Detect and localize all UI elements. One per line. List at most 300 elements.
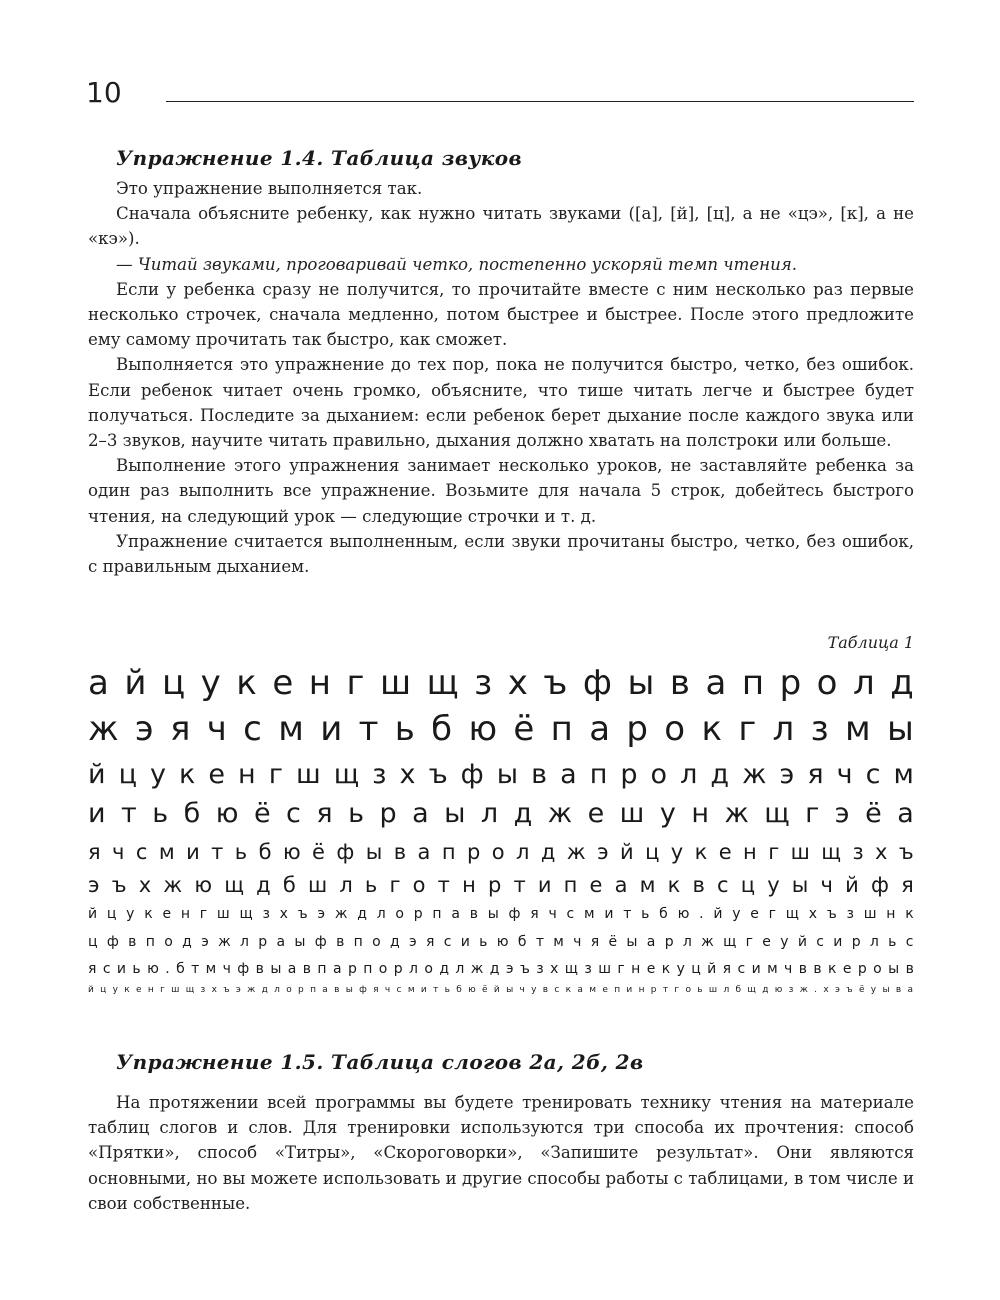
letter: х <box>823 985 829 995</box>
letter: ы <box>627 663 655 703</box>
letter: л <box>869 934 879 950</box>
letter: ь <box>479 934 488 950</box>
paragraph: Упражнение считается выполненным, если звуки прочитаны быстро, четко, без ошибок, с правильным дыханием. <box>88 531 914 577</box>
letter: п <box>363 961 373 977</box>
letter: э <box>779 759 795 790</box>
letter: ч <box>820 873 833 897</box>
letter: о <box>664 709 686 749</box>
letter: д <box>390 934 400 950</box>
letter: и <box>460 934 470 950</box>
letter: с <box>243 709 262 749</box>
letter: в <box>798 961 807 977</box>
letter: в <box>255 961 264 977</box>
letter: ы <box>444 798 466 829</box>
letter: ч <box>548 906 557 922</box>
letter: ц <box>161 663 186 703</box>
letter: ъ <box>519 961 530 977</box>
letter: л <box>515 840 530 864</box>
letter: ж <box>701 934 714 950</box>
letter: а <box>907 985 913 995</box>
letter: ю <box>468 985 476 995</box>
letter: м <box>205 961 217 977</box>
letter: е <box>762 934 771 950</box>
letter: я <box>722 961 732 977</box>
letter: й <box>88 985 94 995</box>
letter: д <box>710 759 730 790</box>
letter: о <box>378 961 388 977</box>
letter: т <box>211 840 224 864</box>
letter: л <box>680 759 698 790</box>
letter: в <box>336 934 345 950</box>
letter: ш <box>216 906 230 922</box>
letter: ь <box>697 985 703 995</box>
letter: м <box>278 709 304 749</box>
letter: а <box>646 934 656 950</box>
letter: о <box>424 961 433 977</box>
letter: д <box>261 985 268 995</box>
letter: к <box>124 985 130 995</box>
letter-row <box>88 761 914 788</box>
letter: о <box>650 759 668 790</box>
letter: в <box>531 759 548 790</box>
letter: щ <box>764 798 790 829</box>
letter: а <box>577 985 583 995</box>
letter: т <box>535 934 544 950</box>
letter: в <box>813 961 822 977</box>
letter-row <box>88 875 914 896</box>
letter: ь <box>888 934 897 950</box>
letter: р <box>779 663 802 703</box>
letter: т <box>513 873 526 897</box>
letter: э <box>134 709 154 749</box>
letter: о <box>164 934 173 950</box>
letter: и <box>186 840 200 864</box>
letter: б <box>431 709 453 749</box>
letter: с <box>396 985 402 995</box>
letter: в <box>393 840 407 864</box>
letter: ъ <box>898 840 914 864</box>
letter: ф <box>460 759 484 790</box>
letter: ф <box>870 873 889 897</box>
letter: ю <box>194 873 213 897</box>
letter-row <box>88 663 914 703</box>
letter: о <box>372 934 381 950</box>
letter: з <box>536 961 544 977</box>
letter: э <box>597 840 609 864</box>
letter: ф <box>336 840 355 864</box>
letter: в <box>542 985 549 995</box>
letter: м <box>407 985 415 995</box>
letter: х <box>138 873 152 897</box>
letter: г <box>199 906 208 922</box>
letter: й <box>797 934 807 950</box>
table-caption: Таблица 1 <box>827 633 914 652</box>
paragraph: Выполняется это упражнение до тех пор, пока не получится быстро, четко, без ошибок. Если ребенок читает очень громко, объясните, что тише читать легче и быстрее будет получаться. Последите за дыханием: если ребенок берет дыхание после каждого звука или 2–3 звуков, научите читать правильно, дыхания должно хватать на полстроки или больше. <box>88 355 914 451</box>
letter-row <box>88 986 914 995</box>
letter: х <box>279 906 288 922</box>
letter: л <box>376 906 386 922</box>
letter: ф <box>582 663 612 703</box>
letter: о <box>873 961 882 977</box>
letter: о <box>412 873 426 897</box>
letter: у <box>200 663 221 703</box>
letter: п <box>310 985 316 995</box>
letter: ё <box>865 798 882 829</box>
letter: и <box>833 934 843 950</box>
header-rule <box>166 101 914 102</box>
letter: ш <box>598 961 611 977</box>
letter: л <box>455 961 465 977</box>
letter: щ <box>185 985 195 995</box>
letter: ъ <box>846 985 853 995</box>
letter: н <box>631 961 641 977</box>
letter: ц <box>740 873 756 897</box>
letter: ч <box>384 985 391 995</box>
letter: р <box>487 873 502 897</box>
letter: я <box>316 798 333 829</box>
letter: л <box>339 873 353 897</box>
letter: у <box>126 906 135 922</box>
letter: т <box>433 985 439 995</box>
letter: х <box>808 906 818 922</box>
letter: щ <box>723 934 737 950</box>
letter: н <box>180 906 191 922</box>
letter: и <box>604 906 614 922</box>
letter: к <box>905 906 914 922</box>
letter: ж <box>218 934 231 950</box>
letter: ш <box>379 663 412 703</box>
letter: р <box>298 985 304 995</box>
letter: н <box>638 985 645 995</box>
letter: к <box>565 985 572 995</box>
letter: . <box>814 985 818 995</box>
letter: е <box>162 906 172 922</box>
letter: л <box>682 934 692 950</box>
letter: й <box>124 663 147 703</box>
letter: ы <box>345 985 353 995</box>
letter: э <box>835 985 840 995</box>
letter: г <box>738 709 757 749</box>
letter: в <box>905 961 914 977</box>
letter: а <box>451 906 460 922</box>
letter: р <box>393 961 403 977</box>
letter: ф <box>508 906 521 922</box>
letter: к <box>694 840 708 864</box>
letter: х <box>550 961 559 977</box>
letter: я <box>807 759 824 790</box>
letter: ж <box>470 961 484 977</box>
exercise-1-5-heading: Упражнение 1.5. Таблица слогов 2а, 2б, 2в <box>116 1050 644 1074</box>
letter: ж <box>163 873 183 897</box>
letter: я <box>88 961 97 977</box>
letter: ж <box>742 759 767 790</box>
letter: а <box>287 961 297 977</box>
letter-row <box>88 842 914 863</box>
letter: в <box>669 663 690 703</box>
letter: х <box>399 759 416 790</box>
letter: у <box>112 985 118 995</box>
letter: о <box>491 840 505 864</box>
letter: с <box>865 759 881 790</box>
letter: ъ <box>428 759 448 790</box>
letter: ь <box>641 906 650 922</box>
letter: ё <box>253 798 271 829</box>
letter: ц <box>100 985 107 995</box>
letter: ъ <box>826 906 837 922</box>
letter: ы <box>888 961 900 977</box>
letter: б <box>282 873 296 897</box>
letter: у <box>767 873 780 897</box>
letter: д <box>513 798 533 829</box>
letter: г <box>268 759 283 790</box>
letter: м <box>639 873 656 897</box>
letter: э <box>834 798 850 829</box>
letter: з <box>200 985 206 995</box>
letter: ш <box>790 840 810 864</box>
letter: д <box>540 840 556 864</box>
letter: о <box>395 906 404 922</box>
letter: е <box>602 985 608 995</box>
letter: ж <box>547 798 573 829</box>
letter-row <box>88 962 914 976</box>
letter: ч <box>112 840 125 864</box>
letter: д <box>182 934 192 950</box>
letter: п <box>145 934 155 950</box>
letter: е <box>842 961 852 977</box>
letter: й <box>493 985 500 995</box>
letter: д <box>762 985 769 995</box>
letter: а <box>614 873 628 897</box>
letter: ч <box>206 709 227 749</box>
letter: м <box>584 906 595 922</box>
letter: с <box>102 961 111 977</box>
letter: н <box>308 663 332 703</box>
letter: а <box>322 985 328 995</box>
letter: ч <box>784 961 793 977</box>
letter: е <box>136 985 142 995</box>
letter: ю <box>282 840 301 864</box>
letter: л <box>274 985 280 995</box>
letter: ц <box>106 906 117 922</box>
letter: б <box>176 961 185 977</box>
letter: с <box>286 798 301 829</box>
letter: м <box>158 840 175 864</box>
letter: я <box>590 934 600 950</box>
letter: а <box>589 709 611 749</box>
letter: и <box>88 798 106 829</box>
letter: ю <box>677 906 690 922</box>
exercise-1-4-heading: Упражнение 1.4. Таблица звуков <box>116 146 522 170</box>
letter: з <box>810 709 829 749</box>
letter: ш <box>708 985 718 995</box>
letter: я <box>373 985 379 995</box>
letter: д <box>439 961 450 977</box>
letter: и <box>751 961 761 977</box>
letter: п <box>589 759 608 790</box>
letter: г <box>768 906 777 922</box>
letter: г <box>745 934 753 950</box>
letter: я <box>530 906 539 922</box>
letter: м <box>767 961 778 977</box>
letter: й <box>88 759 106 790</box>
letter: а <box>88 663 109 703</box>
letter: ч <box>836 759 853 790</box>
letter: ь <box>444 985 450 995</box>
letter: ш <box>619 798 645 829</box>
letter: р <box>664 934 674 950</box>
letter: р <box>626 709 648 749</box>
letter: х <box>875 840 888 864</box>
letter: б <box>456 985 462 995</box>
letter: г <box>617 961 625 977</box>
exercise-1-5-body <box>88 1090 914 1216</box>
letter: у <box>150 759 166 790</box>
letter: б <box>735 985 742 995</box>
letter: л <box>853 663 875 703</box>
letter: р <box>466 840 481 864</box>
letter: я <box>426 934 435 950</box>
letter: ж <box>799 985 808 995</box>
letter: п <box>741 663 765 703</box>
letter: а <box>897 798 914 829</box>
letter: с <box>135 840 148 864</box>
letter: ы <box>365 840 383 864</box>
letter: ю <box>215 798 239 829</box>
letter: в <box>302 961 312 977</box>
letter: и <box>116 961 127 977</box>
letter: м <box>845 709 871 749</box>
letter: д <box>357 906 367 922</box>
letter: щ <box>785 906 799 922</box>
letter: ъ <box>223 985 230 995</box>
letter: к <box>828 961 837 977</box>
letter: е <box>587 798 605 829</box>
letter: ы <box>487 906 499 922</box>
letter: т <box>191 961 200 977</box>
letter: т <box>437 873 450 897</box>
letter: з <box>372 759 387 790</box>
letter: г <box>805 798 820 829</box>
paragraph: Сначала объясните ребенку, как нужно читать звуками ([а], [й], [ц], а не «цэ», [к], а не «кэ»). <box>88 204 914 249</box>
letter: е <box>718 840 732 864</box>
letter: а <box>705 663 727 703</box>
letter: ш <box>295 759 321 790</box>
letter: у <box>780 934 789 950</box>
letter: й <box>707 961 717 977</box>
letter: т <box>623 906 632 922</box>
letter: э <box>317 906 326 922</box>
letter: ч <box>573 934 582 950</box>
letter: щ <box>821 840 842 864</box>
letter: с <box>816 934 824 950</box>
letter: б <box>517 934 527 950</box>
letter: р <box>379 798 397 829</box>
letter: э <box>235 985 241 995</box>
letter: ь <box>234 840 248 864</box>
letter: ю <box>468 709 498 749</box>
letter: ь <box>348 798 365 829</box>
letter: ы <box>270 961 282 977</box>
letter: е <box>589 873 603 897</box>
letter: ь <box>364 873 378 897</box>
letter: с <box>737 961 746 977</box>
letter: х <box>211 985 217 995</box>
letter: в <box>692 873 705 897</box>
letter: я <box>88 840 101 864</box>
letter: т <box>121 798 137 829</box>
letter: п <box>441 840 456 864</box>
paragraph: Если у ребенка сразу не получится, то прочитайте вместе с ним несколько раз первые несколько строчек, сначала медленно, потом быстрее и быстрее. После этого предложите ему самому прочитать так быстро, как сможет. <box>88 279 914 350</box>
letter: ы <box>294 934 306 950</box>
letter: в <box>128 934 137 950</box>
letter: е <box>646 961 656 977</box>
letter: в <box>895 985 902 995</box>
letter: э <box>505 961 514 977</box>
letter: с <box>443 934 452 950</box>
letter: ю <box>774 985 783 995</box>
letter: ц <box>118 759 137 790</box>
letter: и <box>320 709 343 749</box>
letter: н <box>147 985 154 995</box>
exercise-1-4-body <box>88 176 914 579</box>
letter: н <box>743 840 757 864</box>
letter: г <box>389 873 401 897</box>
letter: о <box>685 985 691 995</box>
letter: щ <box>426 663 459 703</box>
letter: ь <box>152 798 169 829</box>
letter: н <box>691 798 709 829</box>
letter: о <box>286 985 292 995</box>
letter: й <box>620 840 634 864</box>
letter: л <box>409 961 418 977</box>
letter: ы <box>506 985 514 995</box>
letter: ф <box>314 934 327 950</box>
letter: у <box>676 961 685 977</box>
letter: б <box>659 906 668 922</box>
letter: з <box>846 906 854 922</box>
letter: д <box>256 873 271 897</box>
letter: к <box>179 759 196 790</box>
letter: к <box>236 663 257 703</box>
letter: д <box>890 663 914 703</box>
letter: ы <box>886 709 914 749</box>
letter-row <box>88 709 914 749</box>
letter: у <box>870 985 877 995</box>
letter: щ <box>564 961 578 977</box>
letter: ё <box>858 985 865 995</box>
letter: в <box>334 985 340 995</box>
letter: п <box>317 961 327 977</box>
letter: п <box>563 873 578 897</box>
letter: ч <box>519 985 525 995</box>
letter: н <box>886 906 896 922</box>
letter: ы <box>791 873 809 897</box>
letter: ъ <box>543 663 568 703</box>
letter: . <box>165 961 170 977</box>
letter: й <box>88 906 98 922</box>
letter: . <box>699 906 704 922</box>
letter: э <box>409 934 417 950</box>
letter: с <box>566 906 575 922</box>
letter: е <box>208 759 225 790</box>
letter: з <box>474 663 493 703</box>
letter: е <box>750 906 759 922</box>
letter: д <box>489 961 500 977</box>
letter: с <box>905 934 914 950</box>
letter: т <box>662 985 669 995</box>
letter: з <box>788 985 794 995</box>
letter: з <box>262 906 270 922</box>
